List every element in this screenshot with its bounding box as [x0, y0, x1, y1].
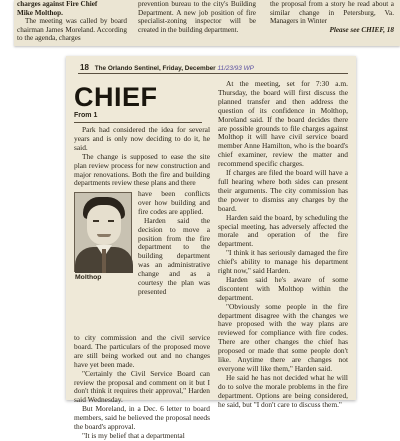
paragraph: If charges are filed the board will have a full hearing where both sides can present their arguments. The city commission has the power to dismiss any charges by the board. [218, 168, 348, 213]
paragraph: But Moreland, in a Dec. 6 letter to board members, said he believed the proposal needs the board's approval. [74, 404, 210, 432]
photo-caption: Molthop [75, 274, 102, 281]
jump-from-line: From 1 [74, 112, 98, 119]
page-folio [80, 63, 254, 72]
paragraph: to city commission and the civil service board. The particulars of the proposed move are still being worked out and no changes have yet been made. [74, 333, 210, 369]
paragraph: "Certainly the Civil Service Board can review the proposal and comment on it but I don't think it requires their approval," Harden said Wednesday. [74, 368, 210, 405]
headline-divider [74, 122, 202, 123]
date-stamp: 11/23/93 WP [217, 65, 254, 72]
continuation-reference: Please see CHIEF, 18 [329, 25, 394, 34]
portrait-face [87, 205, 121, 245]
newspaper-dateline: The Orlando Sentinel, Friday, December [94, 65, 216, 72]
top-col1-line-2: Mike Molthop. [17, 8, 63, 17]
portrait-mouth [97, 234, 111, 237]
top-column-2: prevention bureau to the city's Building Department. A new job position of fire specialist-zoning inspector will be created in the building department. [138, 0, 256, 34]
page-number: 18 [80, 63, 89, 72]
paragraph: At the meeting, set for 7:30 a.m. Thursday, the board will first discuss the planned transfer and then address the question of its confidence in Molthop, Moreland said. If the board decides there are possible grounds to file charges against Molthop it will have civil service board member Anne Hamilton, who is the board's chief examiner, review the matter and recommend specific charges. [218, 79, 348, 169]
paragraph: Park had considered the idea for several years and is only now deciding to do it, he said. [74, 125, 210, 152]
top-clipping [14, 0, 400, 46]
paragraph: Harden said the decision to move a position from the fire department to the building department was an administrative change and as a courtesy the plan was presented [138, 215, 210, 296]
portrait-eye [93, 220, 99, 222]
paragraph: "I think it has seriously damaged the fire chief's ability to manage his department right now," said Harden. [218, 248, 348, 276]
molthop-portrait [74, 192, 132, 272]
left-column-bottom [74, 334, 210, 441]
article-headline: CHIEF [74, 82, 158, 112]
top-col1-line-1: charges against Fire Chief [17, 0, 98, 8]
portrait-tie [102, 249, 106, 273]
top-col1-paragraph: The meeting was called by board chairman James Moreland. According to the agenda, charges [17, 17, 127, 43]
folio-divider [78, 73, 348, 74]
paragraph: "Obviously some people in the fire department disagree with the changes we have proposed with the way plans are reviewed for compliance with fire codes. There are other changes the chief has proposed or made that some people don't like. Anytime there are changes not everyone will like them," Harden said. [218, 301, 348, 373]
wrapped-text [138, 190, 210, 297]
top-column-1 [17, 0, 127, 43]
top-column-3 [270, 0, 394, 34]
paragraph: Harden said the board, by scheduling the special meeting, has adversely affected the morale and operation of the fire department. [218, 212, 348, 249]
paragraph: The change is supposed to ease the site plan review process for new construction and major renovations. Both the fire and building departments review these plans and there [74, 151, 210, 188]
main-clipping [66, 56, 356, 440]
paragraph: have been conflicts over how building and fire codes are applied. [138, 189, 210, 216]
top-col3-paragraph: the proposal from a story he read about a similar change in Petersburg, Va. Managers in Winter [270, 0, 394, 26]
paragraph: He said he has not decided what he will do to solve the morale problems in the fire department. Options are being considered, he said, but "I don't care to discuss them." [218, 372, 348, 409]
paragraph: "It is my belief that a departmental [82, 430, 185, 440]
left-column-top [74, 126, 210, 188]
paragraph: Harden said he's aware of some discontent with Molthop within the department. [218, 274, 348, 302]
portrait-eye [108, 220, 114, 222]
right-column [218, 80, 348, 410]
photo-wrap-block [74, 190, 210, 338]
